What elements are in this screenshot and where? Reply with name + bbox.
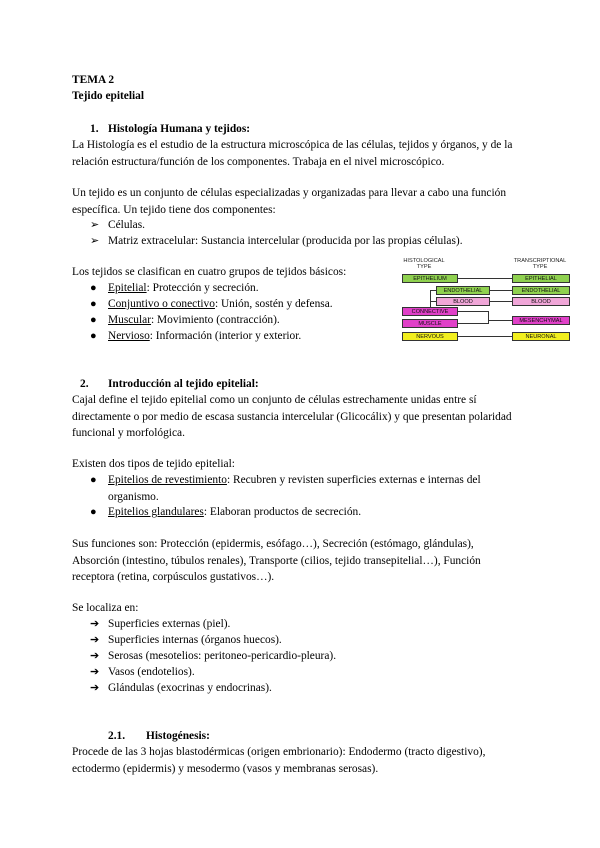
location-item: Glándulas (exocrinas y endocrinas).	[108, 682, 272, 694]
diagram-box-blood-right: BLOOD	[512, 297, 570, 306]
diagram-connector	[488, 311, 489, 324]
location-item: Superficies externas (piel).	[108, 618, 231, 630]
diagram-connector	[490, 301, 512, 302]
section2-title: Introducción al tejido epitelial:	[108, 378, 259, 390]
section2-paragraph-cajal: Cajal define el tejido epitelial como un conjunto de células estrechamente unidas entre sí directamente o por medio de escasa sustancia intercelular (Glicocálix) y que presentan polaridad funcional y morfológica.	[72, 394, 512, 439]
epithelium-type-item	[108, 504, 361, 521]
arrow-bullet-icon: ➢	[90, 219, 100, 231]
section1-paragraph-tissue: Un tejido es un conjunto de células especializadas y organizadas para llevar a cabo una función específica. Un tejido tiene dos componentes:	[72, 187, 507, 216]
tissue-group-desc: : Información (interior y exterior.	[149, 330, 302, 342]
section2-number: 2.	[80, 378, 89, 390]
component-item: Células.	[108, 219, 146, 231]
bullet-icon: ●	[90, 330, 97, 342]
tissue-group-item	[108, 328, 301, 345]
section21-number: 2.1.	[108, 730, 126, 742]
section1-number: 1.	[90, 123, 99, 135]
arrow-bullet-icon: ➢	[90, 235, 100, 247]
functions-paragraph: Sus funciones son: Protección (epidermis, esófago…), Secreción (estómago, glándulas), Absorción (intestino, túbulos renales), Transporte (cilios, tejido transepitelial…), Función receptora (retina, corpúsculos gustativos…).	[72, 538, 481, 583]
tissue-group-item	[108, 280, 259, 297]
section1-paragraph-histology: La Histología es el estudio de la estructura microscópica de las células, tejidos y órganos, y de la relación estructura/función de los componentes. Trabaja en el nivel microscópico.	[72, 139, 513, 168]
epithelium-type-name: Epitelios de revestimiento	[108, 474, 227, 486]
tissue-group-name: Muscular	[108, 314, 152, 326]
arrow-right-icon: ➔	[90, 634, 100, 646]
diagram-box-endothelial-mid: ENDOTHELIAL	[436, 286, 490, 295]
tissue-group-desc: : Unión, sostén y defensa.	[214, 298, 333, 310]
histogenesis-paragraph: Procede de las 3 hojas blastodérmicas (origen embrionario): Endodermo (tracto digestivo), ectodermo (epidermis) y mesodermo (vasos y membranas serosas).	[72, 746, 486, 775]
diagram-box-nervous: NERVOUS	[402, 332, 458, 341]
location-item: Vasos (endotelios).	[108, 666, 195, 678]
diagram-left-header: HISTOLOGICAL TYPE	[403, 258, 445, 270]
arrow-right-icon: ➔	[90, 666, 100, 678]
epithelium-type-item	[108, 472, 508, 505]
bullet-icon: ●	[90, 298, 97, 310]
diagram-box-epithelial-right: EPITHELIAL	[512, 274, 570, 283]
diagram-connector	[458, 278, 512, 279]
bullet-icon: ●	[90, 282, 97, 294]
tissue-group-name: Conjuntivo o conectivo	[108, 298, 215, 310]
tissue-type-diagram	[400, 256, 580, 348]
component-item: Matriz extracelular: Sustancia intercelular (producida por las propias células).	[108, 235, 463, 247]
page-subtitle: Tejido epitelial	[72, 90, 145, 102]
diagram-box-connective: CONNECTIVE	[402, 307, 458, 316]
tissue-group-name: Epitelial	[108, 282, 147, 294]
bullet-icon: ●	[90, 506, 97, 518]
tissue-group-desc: : Protección y secreción.	[146, 282, 259, 294]
diagram-box-endothelial-right: ENDOTHELIAL	[512, 286, 570, 295]
arrow-right-icon: ➔	[90, 618, 100, 630]
arrow-right-icon: ➔	[90, 650, 100, 662]
epithelium-type-desc: : Recubren y revisten superficies externas e internas del organismo.	[108, 474, 481, 503]
classification-intro: Los tejidos se clasifican en cuatro grupos de tejidos básicos:	[72, 266, 347, 278]
epithelium-types-intro: Existen dos tipos de tejido epitelial:	[72, 458, 235, 470]
section1-title: Histología Humana y tejidos:	[108, 123, 251, 135]
diagram-box-blood-mid: BLOOD	[436, 297, 490, 306]
tissue-group-item	[108, 312, 280, 329]
diagram-connector	[458, 336, 512, 337]
tissue-group-item	[108, 296, 333, 313]
bullet-icon: ●	[90, 314, 97, 326]
diagram-connector	[490, 290, 512, 291]
diagram-box-muscle: MUSCLE	[402, 319, 458, 328]
diagram-connector	[458, 311, 488, 312]
diagram-box-neuronal-right: NEURONAL	[512, 332, 570, 341]
section21-title: Histogénesis:	[146, 730, 210, 742]
diagram-box-mesenchymal-right: MESENCHYMAL	[512, 316, 570, 325]
diagram-connector	[488, 320, 512, 321]
diagram-right-header: TRANSCRIPTIONAL TYPE	[513, 258, 567, 270]
epithelium-type-name: Epitelios glandulares	[108, 506, 204, 518]
tema-heading: TEMA 2	[72, 74, 115, 86]
diagram-box-epithelium: EPITHELIUM	[402, 274, 458, 283]
location-intro: Se localiza en:	[72, 602, 139, 614]
location-item: Superficies internas (órganos huecos).	[108, 634, 282, 646]
tissue-group-desc: : Movimiento (contracción).	[151, 314, 280, 326]
diagram-connector	[430, 290, 431, 307]
diagram-connector	[458, 323, 488, 324]
location-item: Serosas (mesotelios: peritoneo-pericardio-pleura).	[108, 650, 337, 662]
epithelium-type-desc: : Elaboran productos de secreción.	[203, 506, 362, 518]
tissue-group-name: Nervioso	[108, 330, 150, 342]
arrow-right-icon: ➔	[90, 682, 100, 694]
bullet-icon: ●	[90, 474, 97, 486]
